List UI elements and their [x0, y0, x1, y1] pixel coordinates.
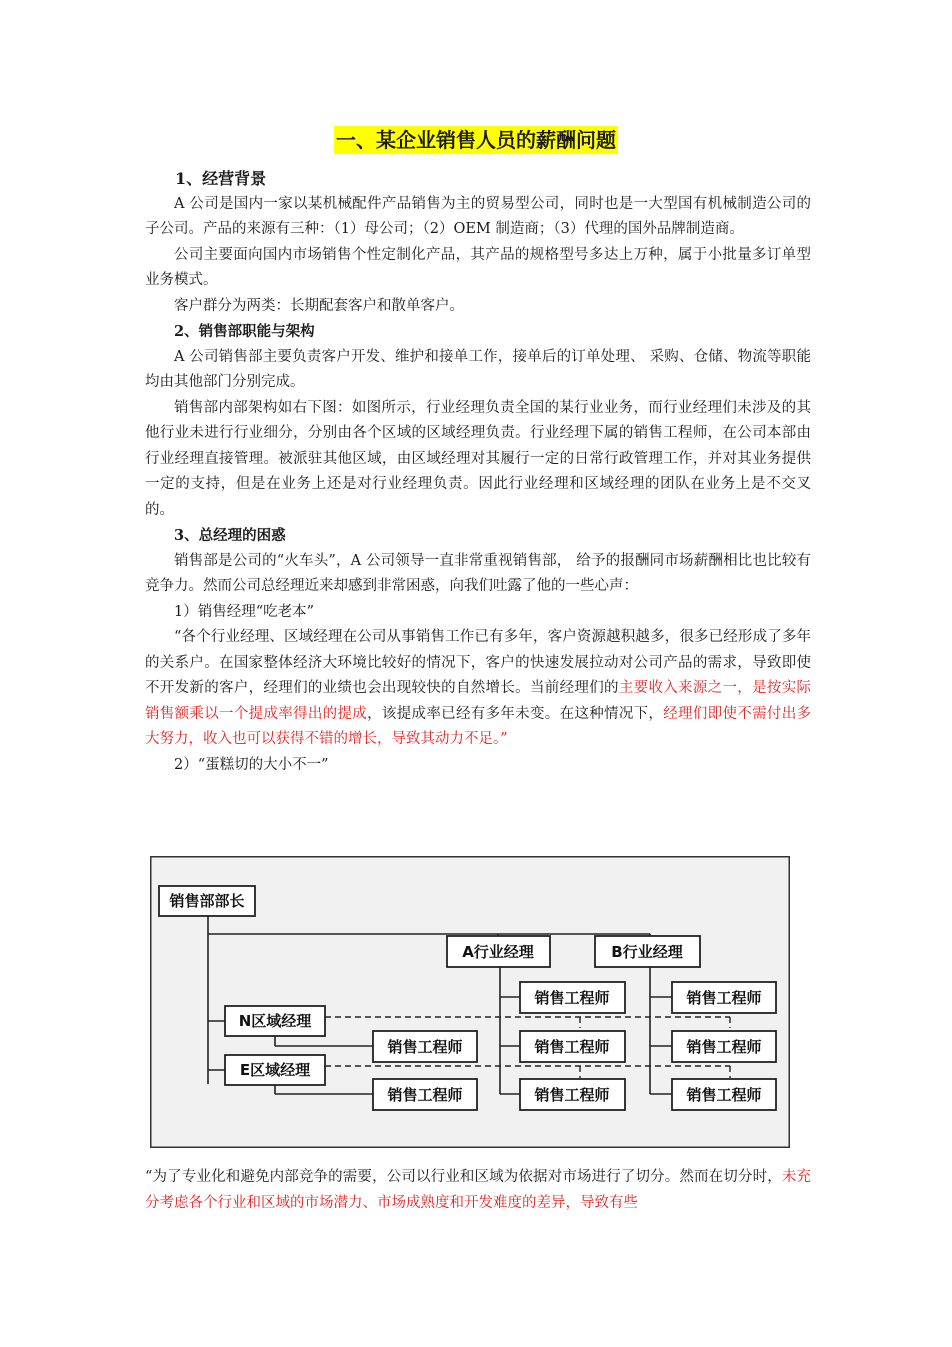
sub-heading: 2）“蛋糕切的大小不一”: [174, 756, 329, 773]
org-engineer-label: 销售工程师: [387, 1086, 463, 1104]
section-1: [145, 166, 811, 778]
org-head-label: 销售部部长: [169, 892, 245, 910]
org-engineer-label: 销售工程师: [686, 1086, 762, 1104]
org-engineer-label: 销售工程师: [686, 989, 762, 1007]
org-engineer-label: 销售工程师: [387, 1038, 463, 1056]
emphasis-text: 主要收入来源之一，是按实际销售额乘以一个提成率得出的提成: [145, 680, 812, 722]
page-title: 一、某企业销售人员的薪酬问题: [336, 128, 616, 152]
sub-heading: 1）销售经理“吃老本”: [174, 603, 315, 620]
quote-text: “为了专业化和避免内部竞争的需要，公司以行业和区域为依据对市场进行了切分。然而在切分时，: [145, 1169, 782, 1185]
paragraph: 客户群分为两类：长期配套客户和散单客户。: [174, 297, 464, 314]
paragraph: 销售部内部架构如右下图：如图所示，行业经理负责全国的某行业业务，而行业经理们未涉及的其他行业未进行行业细分，分别由各个区域的区域经理负责。行业经理下属的销售工程师，在公司本部由行业经理直接管理。被派驻其他区域，由区域经理对其履行一定的日常行政管理工作，并对其业务提供一定的支持，但是在业务上还是对行业经理负责。因此行业经理和区域经理的团队在业务上是不交叉的。: [145, 399, 811, 518]
emphasis-text: 未充分考虑各个行业和区域的市场潜力、市场成熟度和开发难度的差异，导致有些: [145, 1169, 811, 1211]
org-region-e-label: E区域经理: [239, 1061, 311, 1079]
paragraph: A 公司销售部主要负责客户开发、维护和接单工作，接单后的订单处理、 采购、仓储、物流等职能均由其他部门分别完成。: [145, 348, 811, 390]
org-chart-svg: [150, 856, 790, 1148]
section-heading: 1、经营背景: [175, 169, 267, 188]
org-engineer-label: 销售工程师: [534, 1038, 610, 1056]
paragraph: 公司主要面向国内市场销售个性定制化产品，其产品的规格型号多达上万种，属于小批量多订单型业务模式。: [145, 246, 811, 288]
page-title-wrap: [0, 126, 952, 154]
quote-paragraph: [145, 625, 811, 753]
quote-paragraph: [145, 1165, 811, 1216]
quote-text: ，该提成率已经有多年未变。在这种情况下，: [367, 705, 664, 722]
org-industry-a-label: A行业经理: [462, 943, 534, 961]
org-chart: [150, 856, 790, 1148]
org-engineer-label: 销售工程师: [686, 1038, 762, 1056]
paragraph: A 公司是国内一家以某机械配件产品销售为主的贸易型公司，同时也是一大型国有机械制造公司的子公司。产品的来源有三种：（1）母公司；（2）OEM 制造商；（3）代理的国外品牌制造商。: [145, 195, 811, 237]
org-industry-b-label: B行业经理: [611, 943, 683, 961]
section-heading: 3、总经理的困惑: [174, 527, 286, 544]
emphasis-text: 经理们即使不需付出多大努力，收入也可以获得不错的增长，导致其动力不足。”: [145, 705, 812, 747]
quote-text: “各个行业经理、区域经理在公司从事销售工作已有多年，客户资源越积越多，很多已经形成了多年的关系户。在国家整体经济大环境比较好的情况下，客户的快速发展拉动对公司产品的需求，导致即使不开发新的客户，经理们的业绩也会出现较快的自然增长。当前经理们的: [145, 629, 811, 696]
org-region-n-label: N区域经理: [238, 1012, 312, 1030]
org-engineer-label: 销售工程师: [534, 1086, 610, 1104]
section-3-continued: [145, 1165, 811, 1216]
paragraph: 销售部是公司的“火车头”，A 公司领导一直非常重视销售部， 给予的报酬同市场薪酬相比也比较有竞争力。然而公司总经理近来却感到非常困惑，向我们吐露了他的一些心声：: [145, 552, 811, 594]
org-engineer-label: 销售工程师: [534, 989, 610, 1007]
section-heading: 2、销售部职能与架构: [174, 323, 315, 340]
